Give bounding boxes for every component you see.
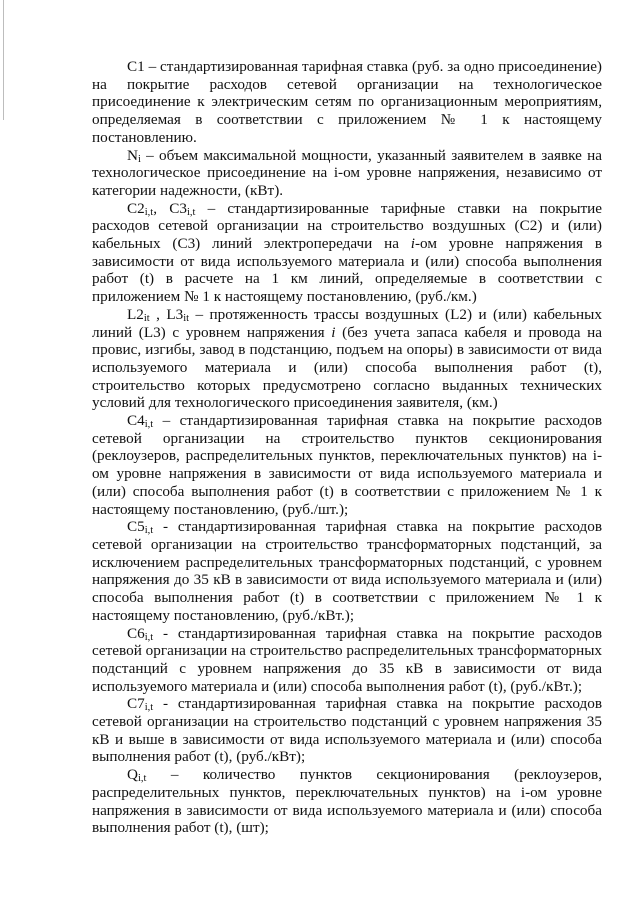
text-run: – объем максимальной мощности, указанный заявителем в заявке на технологическое присоединение на i-ом уровне напряжения, независимо от категории надежности, (кВт).: [92, 146, 602, 199]
document-body: [92, 58, 602, 837]
text-run: C2: [127, 199, 145, 217]
subscript: i: [137, 153, 141, 165]
text-run: C6: [127, 624, 145, 642]
scan-edge-line: [3, 0, 4, 120]
subscript: i,t: [144, 702, 154, 714]
text-run: C7: [127, 695, 145, 713]
text-run: - стандартизированная тарифная ставка на покрытие расходов сетевой организации на строительство подстанций с уровнем напряжения 35 кВ и выше в зависимости от вида используемого материала и (или) способа выполнения работ (t), (руб./кВт);: [92, 695, 602, 766]
text-run: (без учета запаса кабеля и провода на провис, изгибы, завод в подстанцию, подъем на опоры) в зависимости от вида используемого материала и (или) способа выполнения работ (t), строительство которых предусмотрено согласно выданных технических условий для технологического присоединения заявителя, (км.): [92, 323, 602, 412]
subscript: i,t: [144, 525, 154, 537]
text-run: - стандартизированная тарифная ставка на покрытие расходов сетевой организации на строительство трансформаторных подстанций, за исключением распределительных трансформаторных подстанций, с уровнем напряжения до 35 кВ в зависимости от вида используемого материала и (или) способа выполнения работ (t) в соответствии с приложением № 1 к настоящему постановлению, (руб./кВт.);: [92, 518, 602, 624]
text-run: Q: [127, 766, 138, 784]
paragraph-c7: [92, 695, 602, 766]
text-run: N: [127, 146, 138, 164]
paragraph-c5: [92, 518, 602, 624]
paragraph-c2-c3: [92, 200, 602, 306]
paragraph-l2-l3: [92, 306, 602, 412]
text-run: C5: [127, 518, 145, 536]
subscript: it: [143, 312, 150, 324]
text-run: – количество пунктов секционирования (реклоузеров, распределительных пунктов, переключательных пунктов) на i-ом уровне напряжения в зависимости от вида используемого материала и (или) способа выполнения работ (t), (шт);: [92, 766, 602, 837]
subscript: i,t: [144, 419, 154, 431]
text-run: , L3: [149, 305, 184, 323]
paragraph-c6: [92, 625, 602, 696]
text-run: – протяженность трассы воздушных (L2) и (или) кабельных линий (L3) с уровнем напряжения: [92, 305, 602, 341]
text-run: – стандартизированная тарифная ставка на покрытие расходов сетевой организации на строительство пунктов секционирования (реклоузеров, распределительных пунктов, переключательных пунктов) на i-ом уровне напряжения в зависимости от вида используемого материала и (или) способа выполнения работ (t) в соответствии с приложением № 1 к настоящему постановлению, (руб./шт.);: [92, 412, 602, 518]
text-run: L2: [127, 305, 144, 323]
text-run: - стандартизированная тарифная ставка на покрытие расходов сетевой организации на строительство распределительных трансформаторных подстанций с уровнем напряжения до 35 кВ в зависимости от вида используемого материала и (или) способа выполнения работ (t), (руб./кВт.);: [92, 624, 602, 695]
italic-text: i: [410, 235, 415, 253]
paragraph-ni: [92, 147, 602, 200]
paragraph-c1: [92, 58, 602, 147]
paragraph-c4: [92, 412, 602, 518]
text-run: C4: [127, 412, 145, 430]
italic-text: i: [331, 323, 336, 341]
text-run: – стандартизированные тарифные ставки на покрытие расходов сетевой организации на строительство воздушных (С2) и (или) кабельных (С3) линий электропередачи на: [92, 199, 602, 253]
paragraph-q: [92, 766, 602, 837]
text-run: -ом уровне напряжения в зависимости от вида используемого материала и (или) способа выполнения работ (t) в расчете на 1 км линий, определяемые в соответствии с приложением № 1 к настоящему постановлению, (руб./км.): [92, 235, 602, 306]
subscript: i,t: [144, 631, 154, 643]
text-run: , C3: [153, 199, 187, 217]
text-run: C1 – стандартизированная тарифная ставка (руб. за одно присоединение) на покрытие расходов сетевой организации на технологическое присоединение к электрическим сетям по организационным мероприятиям, определяемая в соответствии с приложением № 1 к настоящему постановлению.: [92, 58, 602, 146]
subscript: it: [183, 312, 190, 324]
subscript: i,t: [186, 206, 196, 218]
subscript: i,t: [137, 773, 147, 785]
subscript: i,t: [144, 206, 154, 218]
